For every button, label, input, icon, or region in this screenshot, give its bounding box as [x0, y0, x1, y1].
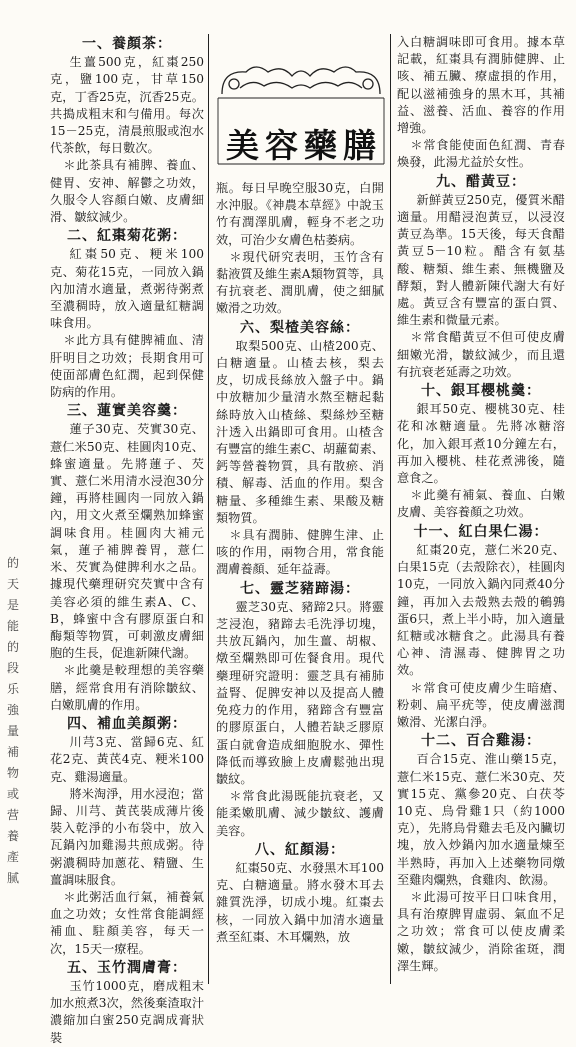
body-paragraph: 靈芝30克、豬蹄2只。將靈芝浸泡，豬蹄去毛洗淨切塊，共放瓦鍋內，加生薑、胡椒、燉至爛熟即可佐餐食用。現代藥理研究證明：靈芝具有補肺益腎、促脾安神以及提高人體免疫力的作用，豬蹄含有豐富的膠原蛋白，人體若缺乏膠原蛋白就會造成細胞脫水、彈性降低而導致臉上皮膚鬆弛出現皺紋。: [216, 599, 384, 786]
body-paragraph: 新鮮黃豆250克，優質米醋適量。用醋浸泡黃豆，以浸沒黃豆為準。15天後，每天食醋黃豆5－10粒。醋含有氨基酸、糖類、維生素、無機鹽及酵類，對人體新陳代謝大有好處。黃豆含有豐富的蛋白質、維生素和微量元素。: [397, 192, 565, 328]
margin-fragment: 強: [6, 703, 19, 717]
margin-fragment: 量: [6, 724, 19, 738]
left-margin-fragments: [2, 556, 24, 892]
body-paragraph: 取梨500克、山楂200克、白糖適量。山楂去核，梨去皮，切成長絲放入盤子中。鍋中放糖加少量清水熬至糖起黏絲時放入山楂絲、梨絲炒至糖汁透入出鍋即可食用。山楂含有豐富的維生素C、胡蘿蔔素、鈣等營養物質，具有散瘀、消積、解毒、活血的作用。梨含糖量、多種維生素、果酸及糖類物質。: [216, 338, 384, 525]
note-paragraph: ＊現代研究表明，玉竹含有黏液質及維生素A類物質等，具有抗衰老、潤肌膚，使之細膩嫩滑之功效。: [216, 249, 384, 316]
margin-fragment: 天: [6, 577, 19, 591]
body-paragraph: 紅棗50克、水發黑木耳100克、白糖適量。將水發木耳去雜質洗淨，切成小塊。紅棗去核，一同放入鍋中加清水適量煮至紅棗、木耳爛熟，放: [216, 860, 384, 944]
margin-fragment: 產: [6, 850, 19, 864]
note-paragraph: ＊常食此湯既能抗衰老，又能柔嫩肌膚、減少皺紋、護膚美容。: [216, 789, 384, 838]
margin-fragment: 養: [6, 829, 19, 843]
column-divider-1: [208, 34, 209, 984]
note-paragraph: ＊常食醋黃豆不但可使皮膚細嫩光滑，皺紋減少，而且還有抗衰老延壽之功效。: [397, 330, 565, 379]
article-column-2: [216, 180, 384, 946]
body-paragraph: 百合15克、淮山藥15克，薏仁米15克、薏仁米30克、芡實15克、黨參20克、白茯苓10克、烏骨雞1只（約1000克），先將烏骨雞去毛及內臟切塊，放入炒鍋內加水適量煉至半熟時，再加入上述藥物同燉至雞肉爛熟，食雞肉、飲湯。: [397, 752, 565, 887]
margin-fragment: 腻: [6, 871, 19, 885]
title-char: 美: [226, 126, 263, 165]
margin-fragment: 能: [6, 619, 19, 633]
section-heading: 十、銀耳櫻桃羹：: [421, 383, 541, 400]
margin-fragment: 補: [6, 745, 19, 759]
body-paragraph: 蓮子30克、芡實30克、薏仁米50克、桂圓肉10克、蜂蜜適量。先將蓮子、芡實、薏仁米用清水浸泡30分鐘，再將桂圓肉一同放入鍋內，用文火煮至爛熟加蜂蜜調味食用。桂圓肉大補元氣，蓮子補脾養胃，薏仁米、芡實為健脾利水之品。據現代藥理研究芡實中含有美容必須的維生素A、C、B，蜂蜜中含有膠原蛋白和酶類等物質，可刺激皮膚細胞的生長，促進新陳代謝。: [50, 422, 204, 661]
note-paragraph: ＊常食可使皮膚少生暗瘡、粉刺、扁平疣等，使皮膚滋潤嫩滑、光潔白淨。: [397, 680, 565, 729]
margin-fragment: 物: [6, 766, 19, 780]
note-paragraph: ＊此湯可按平日口味食用，具有治療脾胃虛弱、氣血不足之功效；常食可以使皮膚柔嫩，皺紋減少，消除雀斑，潤澤生輝。: [397, 889, 565, 973]
body-paragraph: 紅棗50克、粳米100克、菊花15克，一同放入鍋內加清水適量，煮粥待粥煮至濃稠時，放入適量紅糖調味食用。: [50, 247, 204, 331]
article-column-1: [50, 34, 204, 1047]
margin-fragment: 营: [6, 808, 19, 822]
note-paragraph: ＊此茶具有補脾、養血、健胃、安神、解鬱之功效，久服令人容顏白嫩、皮膚細滑、皺紋減少。: [50, 158, 204, 225]
title-box: [212, 60, 390, 172]
margin-fragment: 的: [6, 640, 19, 654]
margin-fragment: 是: [6, 598, 19, 612]
note-paragraph: ＊常食能使面色紅潤、青春煥發，此湯尤益於女性。: [397, 138, 565, 170]
title-char: 膳: [343, 126, 380, 165]
section-heading: 十一、紅白果仁湯：: [413, 523, 549, 540]
body-paragraph: 入白糖調味即可食用。據本草記載，紅棗具有潤肺健脾、止咳、補五臟、療虛損的作用，配以滋補強身的黑木耳，其補益、滋養、活血、養容的作用增強。: [397, 35, 565, 136]
body-paragraph: 生薑500克，紅棗250克，鹽100克，甘草150克，丁香25克，沉香25克。共搗成粗末和勻備用。每次15－25克，清晨煎服或泡水代茶飲，每日數次。: [50, 55, 204, 156]
title-char: 容: [265, 126, 302, 165]
margin-fragment: 段: [6, 661, 19, 675]
body-paragraph: 瓶。每日早晚空服30克，白開水沖服。《神農本草經》中說玉竹有潤澤肌膚，輕身不老之功效，可治少女膚色枯萎病。: [216, 181, 384, 247]
note-paragraph: ＊具有潤肺、健脾生津、止咳的作用，兩物合用，常食能潤膚養顏、延年益壽。: [216, 528, 384, 577]
note-paragraph: ＊此羹是較理想的美容藥膳，經常食用有消除皺紋、白嫩肌膚的作用。: [50, 663, 204, 712]
note-paragraph: ＊此方具有健脾補血、清肝明目之功效；長期食用可使面部膚色紅潤，起到保健防病的作用。: [50, 333, 204, 400]
title-char: 藥: [304, 126, 341, 165]
section-heading: 九、醋黃豆：: [436, 173, 526, 190]
section-heading: 七、靈芝豬蹄湯：: [240, 580, 360, 597]
section-heading: 十二、百合雞湯：: [421, 733, 541, 750]
section-heading: 三、蓮實美容羹：: [67, 403, 187, 420]
section-heading: 一、養顏茶：: [82, 36, 172, 52]
margin-fragment: 或: [6, 787, 19, 801]
section-heading: 四、補血美顏粥：: [67, 715, 187, 732]
body-paragraph: 紅棗20克，薏仁米20克、白果15克（去殼除衣），桂圓肉10克，一同放入鍋內同煮40分鐘，再加入去殼熟去殼的鵪鶉蛋6只，煮上半小時，加入適量紅糖或冰糖食之。此湯具有養心神、清濕毒、健脾胃之功效。: [397, 542, 565, 678]
note-paragraph: ＊此羹有補氣、養血、白嫩皮膚、美容養顏之功效。: [397, 488, 565, 520]
margin-fragment: 的: [6, 556, 19, 570]
body-paragraph: 將米淘淨，用水浸泡；當歸、川芎、黃芪裝成薄片後裝入乾淨的小布袋中，放入瓦鍋內加雞湯共煎成粥。待粥濃稠時加蔥花、精鹽、生薑調味服食。: [50, 786, 204, 887]
body-paragraph: 川芎3克、當歸6克、紅花2克、黃芪4克、粳米100克、雞湯適量。: [50, 735, 204, 784]
section-heading: 八、紅顏湯：: [255, 841, 345, 858]
note-paragraph: ＊此粥活血行氣，補養氣血之功效；女性常食能調經補血、駐顏美容，每天一次，15天一療程。: [50, 889, 204, 956]
article-column-3: [397, 34, 565, 975]
section-heading: 五、玉竹潤膚膏：: [67, 959, 187, 976]
column-divider-2: [390, 34, 391, 984]
section-heading: 二、紅棗菊花粥：: [67, 228, 187, 245]
margin-fragment: 乐: [6, 682, 19, 696]
section-heading: 六、梨楂美容絲：: [240, 319, 360, 336]
body-paragraph: 玉竹1000克，磨成粗末加水煎煮3次，然後棄渣取汁濃縮加白蜜250克調成膏狀裝: [50, 978, 205, 1045]
body-paragraph: 銀耳50克、櫻桃30克、桂花和冰糖適量。先將冰糖溶化，加入銀耳煮10分鐘左右，再加入櫻桃、桂花煮沸後，隨意食之。: [397, 402, 565, 486]
